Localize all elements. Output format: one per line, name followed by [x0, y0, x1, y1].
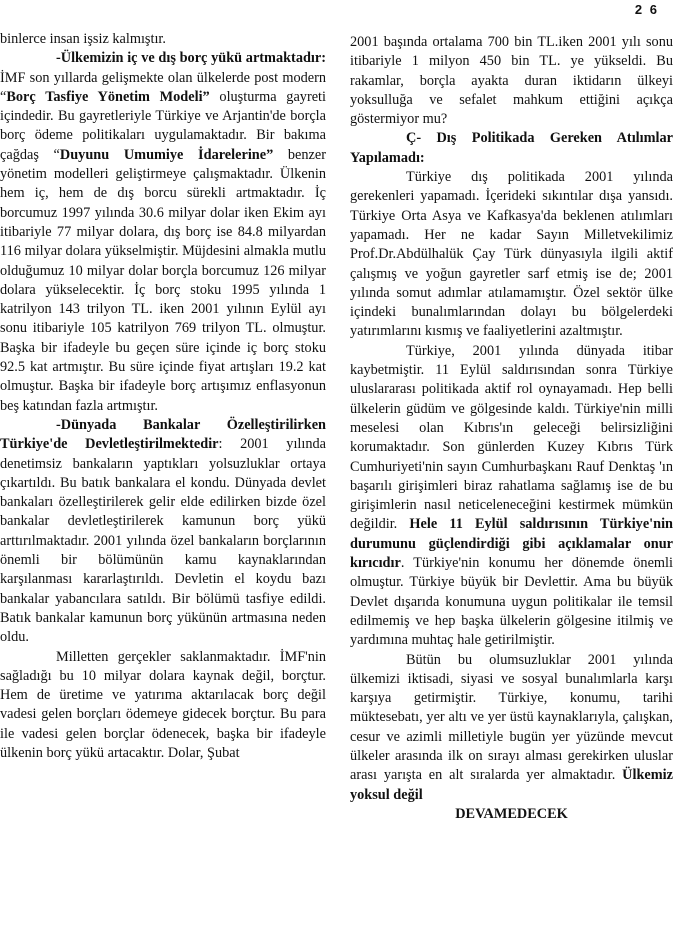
paragraph: binlerce insan işsiz kalmıştır. [0, 31, 166, 47]
bold-run: Hele 11 Eylül saldırısının Türkiye'nin durumunu güçlendirdiği gibi açıklamalar onur kırıcıdır [350, 516, 673, 572]
bold-lead: -Ülkemizin iç ve dış borç yükü artmaktadır: [56, 50, 326, 67]
text-run: : 2001 yılında denetimsiz bankaların yaptıkları yolsuzluklar ortaya çıkartıldı. Bu batık bankalara el kondu. Dünyada devlet bankaları özelleştirilerek gelir elde edilirken bizde özel bankalar devletleştirilerek kamunun borç yükü arttırılmaktadır. 2001 yılında özel bankaların borçlarının önemli bir bölümünün kamu kaynaklarından karşılanması kararlaştırıldı. Devletin el koydu bazı bankalar yabancılara satıldı. Bir bölümü tasfiye edildi. Batık bankalar kamunun borç yükünün artmasına neden oldu. [0, 436, 326, 646]
text-run: Türkiye, 2001 yılında dünyada itibar kaybetmiştir. 11 Eylül saldırısından sonra Türkiye uluslararası politikada aktif rol oynayamadı. Hep belli ülkelerin güdüm ve gölgesinde kaldı. Türkiye'nin milli meselesi olan Kıbrıs'ın geleceği belirsizliğini korumaktadır. Son günlerden Kuzey Kıbrıs Türk Cumhuriyeti'nin sayın Cumhurbaşkanı Rauf Denktaş 'ın başarılı girişimleri biraz rahatlama sağlamış ise de bu girişimlerin nasıl neticeleneceğini kestirmek mümkün değildir. [350, 342, 673, 533]
page-number: 2 6 [634, 2, 659, 17]
left-column [0, 30, 326, 763]
section-heading: Ç- Dış Politikada Gereken Atılımlar Yapılamadı: [350, 130, 673, 166]
bold-run: Ülkemiz yoksul değil [350, 767, 673, 803]
bold-lead: -Dünyada Bankalar Özelleştirilirken Türkiye'de Devletleştirilmektedir [0, 416, 326, 453]
text-run: . Türkiye'nin konumu her dönemde önemli olmuştur. Türkiye büyük bir Devlettir. Ama bu büyük Devlet dışarıda konumuna uygun politikalar ile temsil edilmemiş ve hep başka ülkelerin gölgesine itilmiş ve yardımına muhtaç hale getirilmiştir. [350, 555, 673, 649]
text-run: benzer yönetim modelleri geliştirmeye çalışmaktadır. Ülkenin hem iç, hem de dış borcu sürekli artmaktadır. İç borcumuz 1997 yılında 30.6 milyar dolar iken Ekim ayı itibariyle 77 milyar dolara, dış borç ise 84.8 milyardan 116 milyar dolara yükselmiştir. Müjdesini almakla mutlu olduğumuz 10 milyar dolar borçla borcumuz 126 milyar dolara yükselecektir. İç borç stoku 1995 yılında 1 katrilyon 143 trilyon TL. iken 2001 yılının Eylül ayı sonu itibariyle 105 katrilyon 769 trilyon TL. olmuştur. Başka bir ifadeyle bu geçen süre içinde iç borç stoku 92.5 kat artmıştır. Bu süre içinde fiyat artışları 19.2 kat olmuştur. Başka bir ifadeyle borç artışımız enflasyonun beş katından fazla artmıştır. [0, 146, 327, 414]
text-run: İMF son yıllarda gelişmekte olan ülkelerde post modern “ [0, 69, 326, 105]
paragraph [0, 416, 326, 648]
paragraph [350, 651, 673, 805]
right-column [350, 33, 673, 824]
paragraph: Milletten gerçekler saklanmaktadır. İMF'nin sağladığı bu 10 milyar dolara kaynak değil, borçtur. Hem de üretime ve yatırıma aktarılacak borç değil vadesi gelen borçları ödemeye gidecek borçtur. Bu para ile vadesi gelen borçlar ödenecek, başka bir ifadeyle ülkenin borç yükü artacaktır. Dolar, Şubat [0, 648, 326, 761]
paragraph [350, 342, 673, 651]
bold-run: Duyunu Umumiye İdarelerine” [59, 146, 274, 163]
continued-label: DEVAMEDECEK [455, 805, 568, 822]
text-run: Bütün bu olumsuzluklar 2001 yılında ülkemizi iktisadi, siyasi ve sosyal bunalımlarla karşı karşıya getirmiştir. Türkiye, konumu, tarihi müktesebatı, yer altı ve yer üstü kaynaklarıyla, çalışkan, cesur ve azimli milletiyle bugün yer yüzünde mevcut ülkeler arasında ilk on sırayı alması gerekirken uluslar arası yarışta en alt sıralarda yer almaktadır. [350, 651, 673, 784]
paragraph: 2001 başında ortalama 700 bin TL.iken 2001 yılı sonu itibariyle 1 milyon 450 bin TL. ye yükseldi. Bu rakamlar, borçla ayakta duran iktidarın ülkeyi yoksulluğa ve sefalet mahkum ettiğini açıkça göstermiyor mu? [350, 34, 673, 128]
text-run: oluşturma gayreti içindedir. Bu gayretleriyle Türkiye ve Arjantin'de borçla borç ödeme politikaları uygulamaktadır. Bir bakıma çağdaş “ [0, 88, 327, 163]
paragraph: Türkiye dış politikada 2001 yılında gerekenleri yapamadı. İçerideki sıkıntılar dışa yansıdı. Türkiye Orta Asya ve Kafkasya'da beklenen atılımları yapamadı. Her ne kadar Sayın Milletvekilimiz Prof.Dr.Abdülhalük Çay Türk dünyasıyla ilgili aktif çalışmış ve yoğun gayretler sarf etmiş ise de; 2001 yılında somut adımlar atılamamıştır. Özel sektör ülke içindeki bunalımlarından dolayı bu bölgelerdeki yatırımlarını kısmış ve faaliyetlerini azaltmıştır. [350, 169, 673, 340]
paragraph [0, 49, 326, 416]
bold-run: Borç Tasfiye Yönetim Modeli” [6, 88, 210, 105]
